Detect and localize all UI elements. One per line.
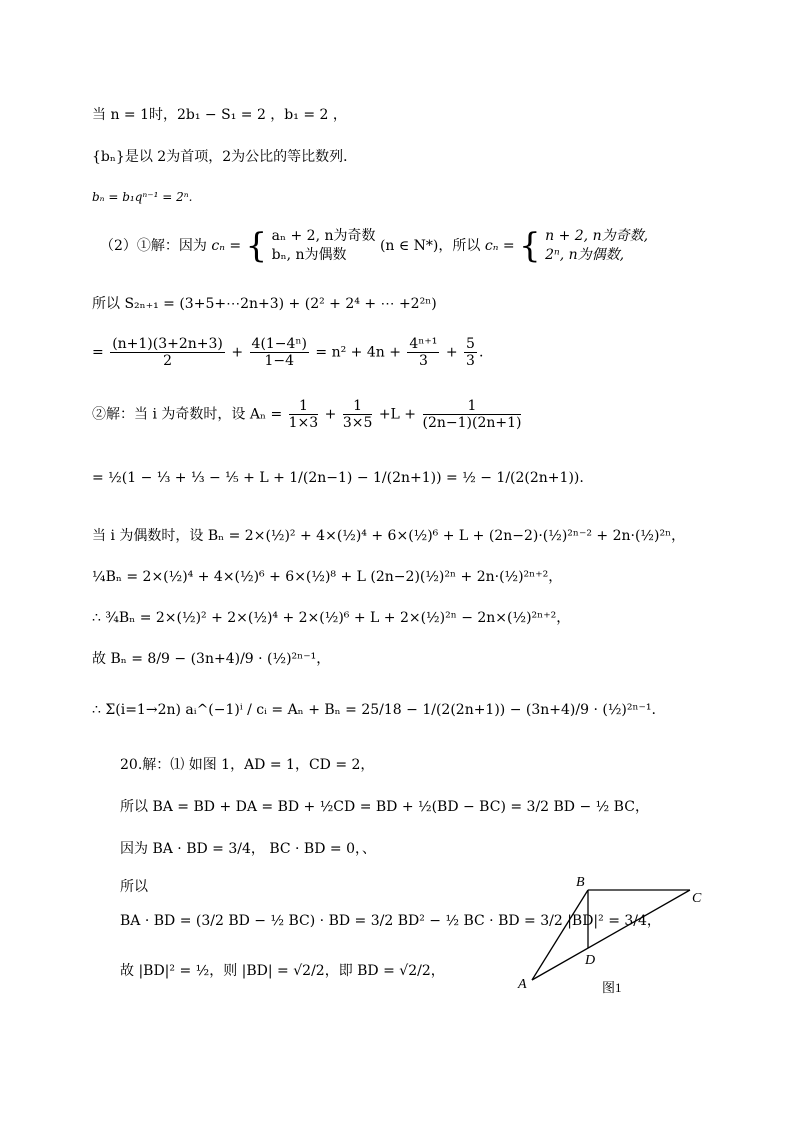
fraction: $\frac{\text{4(1−4ⁿ)}}{1-4}$ bbox=[251, 336, 307, 370]
vector-ba-expression: 所以 BA = BD + DA = BD + ½CD = BD + ½(BD − BC) = 3/2 BD − ½ BC， bbox=[120, 799, 649, 815]
part2-label: （2）①解：因为 bbox=[100, 237, 207, 254]
cn-cases-final: n + 2, n为奇数, 2ⁿ, n为偶数, bbox=[545, 228, 649, 263]
fraction: $\frac{5}{3}$ bbox=[466, 336, 475, 370]
an-result: = ½(1 − ⅓ + ⅓ − ⅕ + L + 1/(2n−1) − 1/(2n+1)) = ½ − 1/(2(2n+1)). bbox=[92, 470, 584, 486]
bd-length-result: 故 |BD|² = ½，则 |BD| = √2/2，即 BD = √2/2， bbox=[120, 963, 445, 979]
three-quarter-bn: ∴ ¾Bₙ = 2×(½)² + 2×(½)⁴ + 2×(½)⁶ + L + 2×(½)²ⁿ − 2n×(½)²ⁿ⁺²， bbox=[92, 610, 571, 626]
label-c: C bbox=[692, 891, 702, 906]
therefore-label: 所以 bbox=[120, 879, 148, 895]
cn-symbol-2: cₙ = bbox=[484, 237, 515, 254]
piecewise-definition: （2）①解：因为 cₙ = { aₙ + 2, n为奇数 bₙ, n为偶数 (n ∈ N*)，所以 cₙ = { n + 2, n为奇数, 2ⁿ, n为偶数, bbox=[100, 225, 649, 266]
side-ab bbox=[532, 890, 588, 980]
fraction: $\frac{1}{1\times 3}$ bbox=[288, 398, 319, 432]
cn-symbol: cₙ = bbox=[211, 237, 242, 254]
dot-product-conditions: 因为 BA · BD = 3/4， BC · BD = 0，、 bbox=[120, 841, 376, 857]
left-brace-icon: { bbox=[245, 225, 268, 266]
bn-definition: 当 i 为偶数时，设 Bₙ = 2×(½)² + 4×(½)⁴ + 6×(½)⁶ + L + (2n−2)·(½)²ⁿ⁻² + 2n·(½)²ⁿ， bbox=[92, 528, 686, 544]
fraction: $\frac{1}{3\times 5}$ bbox=[342, 398, 373, 432]
bn-result: 故 Bₙ = 8/9 − (3n+4)/9 · (½)²ⁿ⁻¹， bbox=[92, 651, 331, 667]
label-d: D bbox=[585, 953, 596, 968]
an-definition: ②解：当 i 为奇数时，设 Aₙ = $\frac{1}{1\times 3}$ + $\frac{1}{3\times 5}$ +L + $\frac{1}{(2n-1)(2n+1)}$ bbox=[92, 398, 522, 432]
fraction: $\frac{\text{4ⁿ⁺¹}}{3}$ bbox=[409, 336, 438, 370]
fraction: $\frac{(n+1)(3+2n+3)}{2}$ bbox=[112, 336, 223, 370]
geometric-sequence-statement: {bₙ}是以 2为首项，2为公比的等比数列． bbox=[92, 149, 358, 165]
problem-20-intro: 20.解：⑴ 如图 1，AD = 1，CD = 2， bbox=[120, 757, 375, 773]
final-sum-result: ∴ Σ(i=1→2n) aᵢ^(−1)ⁱ / cᵢ = Aₙ + Bₙ = 25/18 − 1/(2(2n+1)) − (3n+4)/9 · (½)²ⁿ⁻¹. bbox=[92, 702, 656, 718]
solution-line-n1: 当 n = 1时，2b₁ − S₁ = 2 ，b₁ = 2 ， bbox=[92, 107, 347, 123]
sum-s2n1-expression: 所以 S₂ₙ₊₁ = (3+5+⋯2n+3) + (2² + 2⁴ + ⋯ +2²ⁿ) bbox=[92, 296, 437, 312]
fraction: $\frac{1}{(2n-1)(2n+1)}$ bbox=[422, 398, 522, 432]
sum-s2n1-result: = $\frac{(n+1)(3+2n+3)}{2}$ + $\frac{\text{4(1−4ⁿ)}}{1-4}$ = n² + 4n + $\frac{\text{4ⁿ⁺¹}}{3}$ + $\frac{5}{3}$ . bbox=[92, 336, 484, 370]
dot-product-derivation: BA · BD = (3/2 BD − ½ BC) · BD = 3/2 BD² − ½ BC · BD = 3/2 |BD|² = 3/4， bbox=[120, 913, 661, 929]
side-ac bbox=[532, 890, 690, 980]
left-brace-icon: { bbox=[519, 225, 541, 266]
label-a: A bbox=[518, 977, 527, 992]
figure-caption: 图1 bbox=[602, 980, 622, 995]
cn-cases-raw: aₙ + 2, n为奇数 bₙ, n为偶数 bbox=[271, 228, 376, 263]
bn-formula: bₙ = b₁qⁿ⁻¹ = 2ⁿ. bbox=[92, 190, 193, 204]
triangle-figure bbox=[510, 870, 710, 1000]
label-b: B bbox=[576, 875, 585, 890]
quarter-bn: ¼Bₙ = 2×(½)⁴ + 4×(½)⁶ + 6×(½)⁸ + L (2n−2)(½)²ⁿ + 2n·(½)²ⁿ⁺²， bbox=[92, 569, 563, 585]
